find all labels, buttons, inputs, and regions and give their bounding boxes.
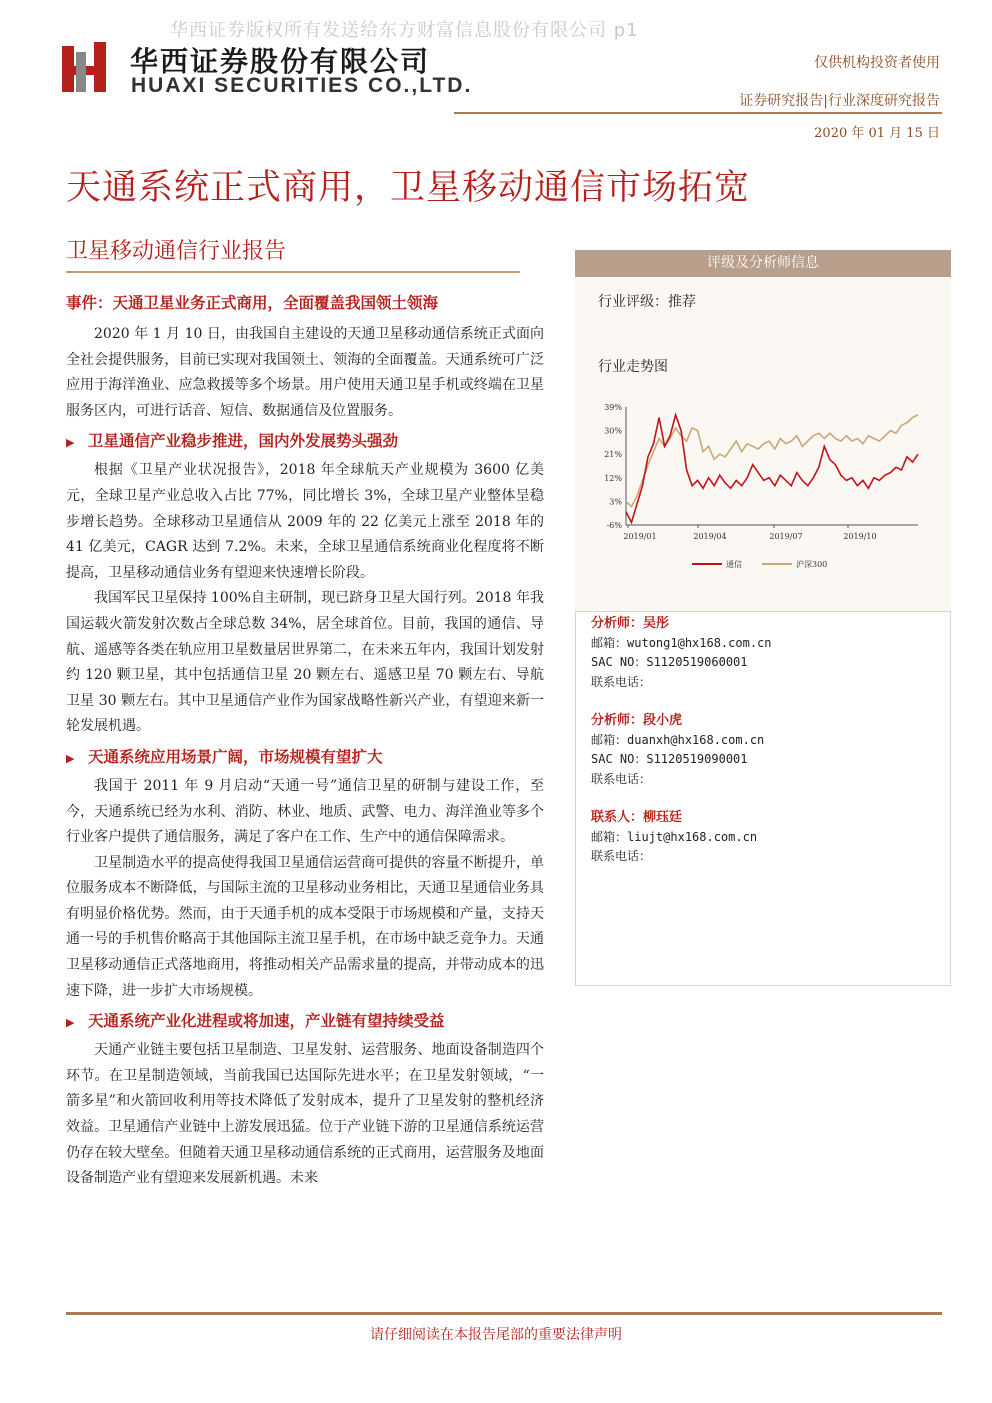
trend-chart-label: 行业走势图 [598, 359, 668, 375]
watermark-text: 华西证券版权所有发送给东方财富信息股份有限公司 p1 [170, 20, 639, 41]
analyst-email[interactable]: wutong1@hx168.com.cn [627, 635, 772, 650]
section-heading-1: ▶ 卫星通信产业稳步推进，国内外发展势头强劲 [66, 428, 544, 456]
analyst-email-row: 邮箱：wutong1@hx168.com.cn [591, 635, 772, 650]
analyst-card-2 [591, 711, 931, 789]
chart-y-tick-label: 21% [604, 450, 622, 460]
analyst-name: 分析师：段小虎 [591, 713, 683, 728]
chart-y-tick-label: 3% [609, 497, 622, 507]
chart-series-line [626, 415, 918, 507]
analyst-phone: 联系电话： [591, 771, 652, 786]
company-name-en: HUAXI SECURITIES CO.,LTD. [131, 74, 473, 97]
analyst-phone: 联系电话： [591, 674, 652, 689]
industry-trend-chart [596, 395, 936, 575]
subtitle-divider [66, 271, 520, 273]
chart-x-tick-label: 2019/01 [623, 532, 657, 541]
section-heading-3: ▶ 天通系统产业化进程或将加速，产业链有望持续受益 [66, 1008, 544, 1036]
sidebar-header: 评级及分析师信息 [575, 250, 951, 277]
chart-legend-label: 沪深300 [796, 560, 828, 569]
chart-legend-label: 通信 [726, 560, 742, 569]
legal-notice-footer: 请仔细阅读在本报告尾部的重要法律声明 [370, 1327, 622, 1343]
report-subtitle: 卫星移动通信行业报告 [66, 239, 287, 264]
chart-y-tick-label: 12% [604, 473, 622, 483]
chart-x-tick-label: 2019/10 [843, 532, 877, 541]
chart-series-line [626, 415, 918, 523]
contact-card [591, 808, 931, 867]
chart-y-tick-label: -6% [606, 521, 622, 530]
industry-rating: 行业评级：推荐 [598, 294, 696, 310]
report-type: 证券研究报告|行业深度研究报告 [739, 93, 940, 109]
header-divider [454, 112, 942, 114]
event-paragraph: 2020 年 1 月 10 日，由我国自主建设的天通卫星移动通信系统正式面向全社会提供服务，目前已实现对我国领土、领海的全面覆盖。天通系统可广泛应用于海洋渔业、应急救援等多个场景。用户使用天通卫星手机或终端在卫星服务区内，可进行话音、短信、数据通信及位置服务。 [66, 326, 544, 419]
section-2-paragraph-2: 卫星制造水平的提高使得我国卫星通信运营商可提供的容量不断提升，单位服务成本不断降低，与国际主流的卫星移动业务相比，天通卫星通信业务具有明显价格优势。然而，由于天通手机的成本受限于市场规模和产量，支持天通一号的手机售价略高于其他国际主流卫星手机，在市场中缺乏竞争力。天通卫星移动通信正式落地商用，将推动相关产品需求量的提高，并带动成本的迅速下降，进一步扩大市场规模。 [66, 854, 544, 999]
chart-x-tick-label: 2019/04 [693, 532, 727, 541]
contact-email[interactable]: liujt@hx168.com.cn [627, 829, 758, 844]
audience-note: 仅供机构投资者使用 [814, 55, 940, 71]
section-2-paragraph-1: 我国于 2011 年 9 月启动“天通一号”通信卫星的研制与建设工作，至今，天通系统已经为水利、消防、林业、地质、武警、电力、海洋渔业等多个行业客户提供了通信服务，满足了客户在工作、生产中的通信保障需求。 [66, 777, 544, 846]
contact-name: 联系人：柳珏廷 [591, 810, 683, 825]
chart-y-tick-label: 30% [604, 426, 622, 436]
company-logo [60, 40, 108, 94]
report-date: 2020 年 01 月 15 日 [814, 126, 940, 141]
chart-x-tick-label: 2019/07 [769, 532, 803, 541]
triangle-bullet-icon: ▶ [66, 1016, 75, 1030]
chart-y-tick-label: 39% [604, 403, 622, 412]
main-content [66, 290, 544, 1192]
section-1-paragraph-1: 根据《卫星产业状况报告》，2018 年全球航天产业规模为 3600 亿美元，全球卫星产业总收入占比 77%，同比增长 3%，全球卫星产业整体呈稳步增长趋势。全球移动卫星通信从 2009 年的 22 亿美元上涨至 2018 年的 41 亿美元，CAGR 达到 7.2%。未来，全球卫星通信系统商业化程度将不断提高，卫星移动通信业务有望迎来快速增长阶段。 [66, 462, 544, 581]
analyst-email-row: 邮箱：duanxh@hx168.com.cn [591, 732, 765, 747]
section-heading-2: ▶ 天通系统应用场景广阔，市场规模有望扩大 [66, 744, 544, 772]
contact-email-row: 邮箱：liujt@hx168.com.cn [591, 829, 758, 844]
analyst-sac: SAC NO：S1120519060001 [591, 655, 748, 669]
triangle-bullet-icon: ▶ [66, 436, 75, 450]
company-name-cn: 华西证券股份有限公司 [130, 45, 431, 78]
report-title: 天通系统正式商用，卫星移动通信市场拓宽 [66, 168, 751, 208]
event-heading: 事件：天通卫星业务正式商用，全面覆盖我国领土领海 [66, 293, 439, 312]
section-3-paragraph-1: 天通产业链主要包括卫星制造、卫星发射、运营服务、地面设备制造四个环节。在卫星制造领域，当前我国已达国际先进水平；在卫星发射领域，“一箭多星”和火箭回收利用等技术降低了发射成本，提升了卫星发射的整机经济效益。卫星通信产业链中上游发展迅猛。位于产业链下游的卫星通信系统运营仍存在较大壁垒。但随着天通卫星移动通信系统的正式商用，运营服务及地面设备制造产业有望迎来发展新机遇。未来 [66, 1042, 544, 1187]
contact-phone: 联系电话： [591, 849, 652, 863]
analyst-email[interactable]: duanxh@hx168.com.cn [627, 732, 765, 747]
footer-divider [66, 1312, 942, 1315]
triangle-bullet-icon: ▶ [66, 751, 75, 765]
analyst-name: 分析师：吴彤 [591, 616, 670, 631]
analyst-card-1 [591, 614, 931, 692]
analyst-sac: SAC NO：S1120519090001 [591, 752, 748, 766]
section-1-paragraph-2: 我国军民卫星保持 100%自主研制，现已跻身卫星大国行列。2018 年我国运载火箭发射次数占全球总数 34%，居全球首位。目前，我国的通信、导航、遥感等各类在轨应用卫星数量居世界第二，在未来五年内，我国计划发射约 120 颗卫星，其中包括通信卫星 20 颗左右、遥感卫星 70 颗左右、导航卫星 30 颗左右。其中卫星通信产业作为国家战略性新兴产业，有望迎来新一轮发展机遇。 [66, 590, 544, 735]
